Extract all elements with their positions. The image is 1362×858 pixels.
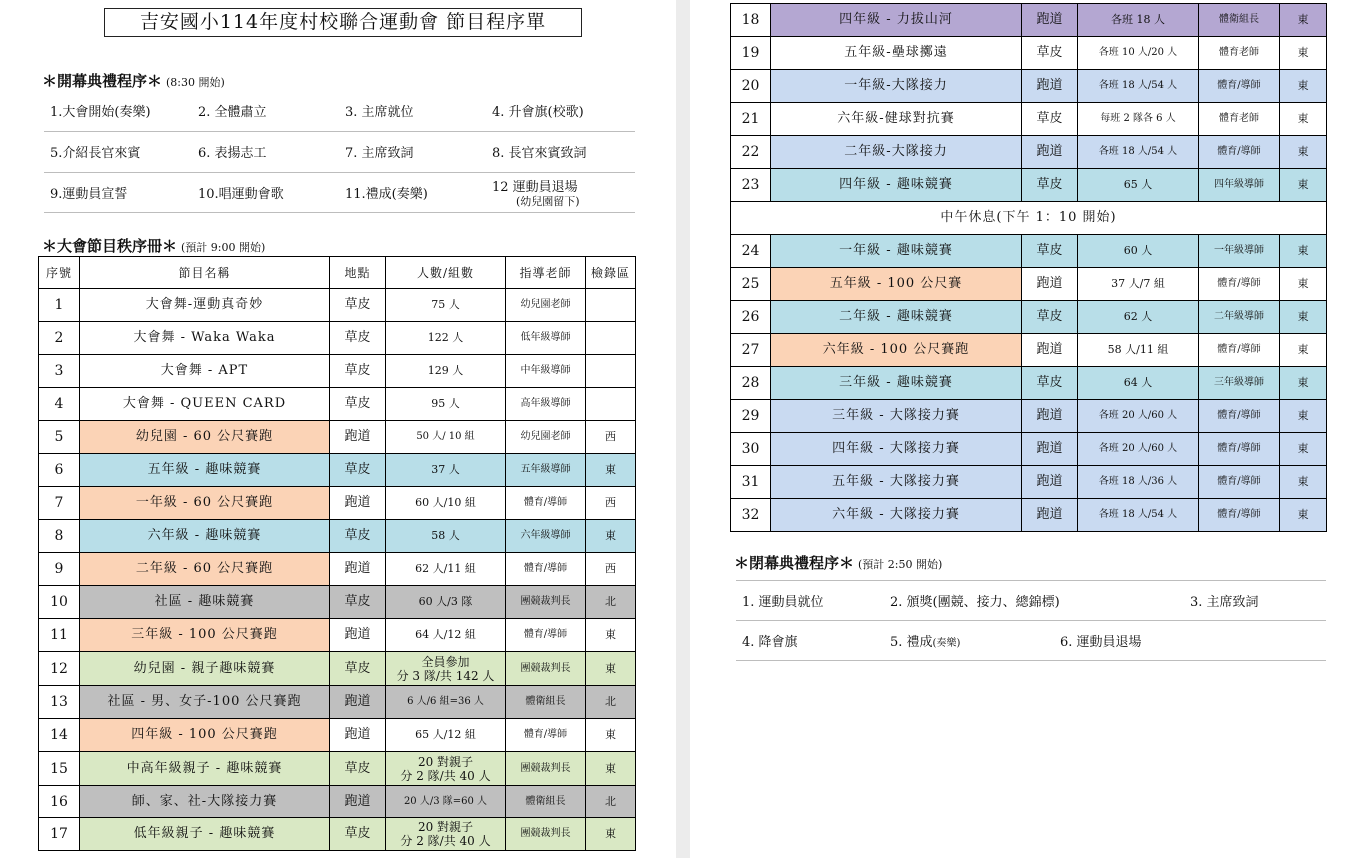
- program-row: [731, 70, 1327, 103]
- cell-count: 各班 18 人: [1078, 4, 1199, 37]
- closing-item-5-label: 5. 禮成: [890, 635, 933, 650]
- opening-item: 7. 主席致詞: [339, 131, 486, 172]
- cell-zone: 東: [1280, 103, 1327, 136]
- cell-zone: 東: [1280, 4, 1327, 37]
- cell-place: 草皮: [330, 818, 386, 851]
- cell-zone: 西: [586, 553, 636, 586]
- cell-seq: 6: [39, 454, 80, 487]
- cell-zone: 東: [1280, 235, 1327, 268]
- cell-teacher: 體育/導師: [1199, 70, 1280, 103]
- opening-item: 1.大會開始(奏樂): [44, 91, 192, 131]
- cell-count-line1: 20 對親子: [417, 820, 474, 834]
- cell-place: 跑道: [1022, 136, 1078, 169]
- cell-teacher: 體育/導師: [1199, 334, 1280, 367]
- cell-place: 草皮: [1022, 103, 1078, 136]
- cell-place: 草皮: [330, 289, 386, 322]
- closing-time-note: (預計 2:50 開始): [858, 558, 943, 571]
- cell-zone: 東: [1280, 70, 1327, 103]
- opening-item: 3. 主席就位: [339, 91, 486, 131]
- program-row: [731, 433, 1327, 466]
- cell-seq: 8: [39, 520, 80, 553]
- cell-teacher: 體育/導師: [1199, 433, 1280, 466]
- opening-heading-text: ＊開幕典禮程序＊: [42, 72, 163, 90]
- cell-teacher: 體衛組長: [506, 686, 586, 719]
- cell-seq: 7: [39, 487, 80, 520]
- cell-name: 四年級 - 100 公尺賽跑: [80, 719, 330, 752]
- cell-teacher: 一年級導師: [1199, 235, 1280, 268]
- cell-name: 師、家、社-大隊接力賽: [80, 786, 330, 818]
- cell-count: 50 人/ 10 組: [386, 421, 506, 454]
- cell-zone: 東: [586, 752, 636, 786]
- program-row: [731, 4, 1327, 37]
- program-heading-text: ＊大會節目秩序冊＊: [42, 237, 178, 255]
- cell-zone: [586, 388, 636, 421]
- opening-row: [44, 91, 635, 131]
- closing-item: 2. 頒獎(團競、接力、總錦標): [890, 595, 1060, 610]
- program-row: [731, 103, 1327, 136]
- opening-item: 4. 升會旗(校歌): [486, 91, 635, 131]
- cell-zone: 東: [586, 454, 636, 487]
- program-row: [39, 553, 636, 586]
- cell-teacher: 三年級導師: [1199, 367, 1280, 400]
- cell-teacher: 團競裁判長: [506, 752, 586, 786]
- cell-teacher: 體育/導師: [1199, 400, 1280, 433]
- cell-count: 95 人: [386, 388, 506, 421]
- cell-place: 草皮: [330, 355, 386, 388]
- cell-count-line2: 分 2 隊/共 40 人: [400, 834, 491, 848]
- cell-place: 草皮: [1022, 235, 1078, 268]
- opening-item: 2. 全體肅立: [192, 91, 339, 131]
- cell-seq: 21: [731, 103, 771, 136]
- cell-seq: 2: [39, 322, 80, 355]
- cell-zone: 西: [586, 421, 636, 454]
- cell-place: 草皮: [1022, 367, 1078, 400]
- cell-name: 一年級-大隊接力: [771, 70, 1022, 103]
- program-row: [731, 367, 1327, 400]
- cell-count-line2: 分 2 隊/共 40 人: [400, 768, 491, 783]
- opening-item: 6. 表揚志工: [192, 131, 339, 172]
- cell-zone: 東: [586, 652, 636, 686]
- closing-heading: [734, 552, 942, 573]
- cell-count: 37 人: [386, 454, 506, 487]
- program-row: [731, 37, 1327, 70]
- cell-name: 幼兒園 - 親子趣味競賽: [80, 652, 330, 686]
- cell-count: 64 人/12 組: [386, 619, 506, 652]
- cell-name: 三年級 - 趣味競賽: [771, 367, 1022, 400]
- cell-seq: 24: [731, 235, 771, 268]
- cell-place: 跑道: [1022, 268, 1078, 301]
- program-row: [39, 686, 636, 719]
- cell-count: 65 人: [1078, 169, 1199, 202]
- closing-item: 3. 主席致詞: [1190, 595, 1259, 610]
- closing-item: 4. 降會旗: [736, 621, 884, 661]
- program-row: [731, 169, 1327, 202]
- cell-teacher: 體育/導師: [506, 719, 586, 752]
- cell-place: 跑道: [330, 619, 386, 652]
- cell-place: 草皮: [330, 322, 386, 355]
- cell-seq: 4: [39, 388, 80, 421]
- cell-count: 6 人/6 組=36 人: [386, 686, 506, 719]
- program-row: [39, 586, 636, 619]
- cell-seq: 17: [39, 818, 80, 851]
- cell-zone: [586, 322, 636, 355]
- program-row: [39, 487, 636, 520]
- cell-place: 草皮: [1022, 301, 1078, 334]
- header-name: 節目名稱: [80, 257, 330, 289]
- cell-zone: 東: [586, 520, 636, 553]
- cell-count: 65 人/12 組: [386, 719, 506, 752]
- cell-name: 五年級 - 大隊接力賽: [771, 466, 1022, 499]
- cell-seq: 1: [39, 289, 80, 322]
- cell-zone: 北: [586, 586, 636, 619]
- cell-seq: 5: [39, 421, 80, 454]
- closing-item: 6. 運動員退場: [1054, 621, 1326, 661]
- cell-name: 五年級 - 100 公尺賽: [771, 268, 1022, 301]
- opening-time-note: (8:30 開始): [166, 76, 225, 89]
- cell-name: 二年級 - 60 公尺賽跑: [80, 553, 330, 586]
- cell-name: 三年級 - 100 公尺賽跑: [80, 619, 330, 652]
- cell-name: 六年級-健球對抗賽: [771, 103, 1022, 136]
- program-row: [39, 322, 636, 355]
- cell-seq: 25: [731, 268, 771, 301]
- opening-item-12: [486, 172, 635, 212]
- lunch-break-cell: 中午休息(下午 1：10 開始): [731, 202, 1327, 235]
- cell-place: 跑道: [1022, 466, 1078, 499]
- cell-teacher: 團競裁判長: [506, 652, 586, 686]
- cell-place: 草皮: [330, 752, 386, 786]
- program-row: [731, 235, 1327, 268]
- cell-teacher: 體育/導師: [1199, 466, 1280, 499]
- cell-zone: 東: [1280, 466, 1327, 499]
- closing-row: [736, 581, 1326, 621]
- cell-place: 草皮: [330, 388, 386, 421]
- program-table-right-body: [731, 4, 1327, 532]
- closing-item-5: [884, 621, 1054, 661]
- cell-place: 跑道: [330, 421, 386, 454]
- opening-item-12-label: 12 運動員退場: [492, 180, 578, 195]
- cell-seq: 23: [731, 169, 771, 202]
- program-row: [39, 719, 636, 752]
- cell-place: 草皮: [1022, 169, 1078, 202]
- cell-name: 六年級 - 100 公尺賽跑: [771, 334, 1022, 367]
- opening-row: [44, 131, 635, 172]
- cell-zone: 東: [586, 818, 636, 851]
- cell-teacher: 低年級導師: [506, 322, 586, 355]
- cell-count: 各班 20 人/60 人: [1078, 400, 1199, 433]
- program-header-row: [39, 257, 636, 289]
- cell-place: 跑道: [1022, 4, 1078, 37]
- cell-count: 62 人: [1078, 301, 1199, 334]
- cell-teacher: 體育老師: [1199, 103, 1280, 136]
- opening-item: 9.運動員宣誓: [44, 172, 192, 212]
- cell-zone: 東: [1280, 301, 1327, 334]
- cell-count: 各班 18 人/54 人: [1078, 70, 1199, 103]
- cell-count: 122 人: [386, 322, 506, 355]
- cell-count: 各班 20 人/60 人: [1078, 433, 1199, 466]
- cell-zone: 北: [586, 786, 636, 818]
- closing-item-pair: [884, 581, 1326, 621]
- opening-item-12-note: (幼兒園留下): [516, 195, 580, 208]
- cell-name: 大會舞 - Waka Waka: [80, 322, 330, 355]
- cell-seq: 29: [731, 400, 771, 433]
- cell-seq: 12: [39, 652, 80, 686]
- cell-zone: 東: [1280, 37, 1327, 70]
- cell-name: 社區 - 男、女子-100 公尺賽跑: [80, 686, 330, 719]
- cell-teacher: 團競裁判長: [506, 818, 586, 851]
- cell-seq: 28: [731, 367, 771, 400]
- program-row: [39, 289, 636, 322]
- cell-seq: 30: [731, 433, 771, 466]
- cell-name: 一年級 - 趣味競賽: [771, 235, 1022, 268]
- cell-name: 低年級親子 - 趣味競賽: [80, 818, 330, 851]
- cell-teacher: 體育/導師: [506, 487, 586, 520]
- cell-count: [386, 818, 506, 851]
- document-title: 吉安國小114年度村校聯合運動會 節目程序單: [104, 8, 582, 37]
- cell-place: 跑道: [330, 686, 386, 719]
- program-row: [39, 652, 636, 686]
- cell-count: [386, 752, 506, 786]
- cell-seq: 9: [39, 553, 80, 586]
- opening-item: 5.介紹長官來賓: [44, 131, 192, 172]
- cell-count: 各班 18 人/54 人: [1078, 136, 1199, 169]
- page-right: [690, 0, 1362, 858]
- cell-count: 每班 2 隊各 6 人: [1078, 103, 1199, 136]
- program-row: [731, 466, 1327, 499]
- header-seq: 序號: [39, 257, 80, 289]
- cell-place: 跑道: [1022, 499, 1078, 532]
- cell-count-line1: 全員參加: [421, 654, 470, 669]
- cell-name: 四年級 - 趣味競賽: [771, 169, 1022, 202]
- cell-teacher: 體衛組長: [1199, 4, 1280, 37]
- cell-seq: 13: [39, 686, 80, 719]
- program-table-left: [38, 256, 636, 851]
- cell-zone: 東: [586, 619, 636, 652]
- cell-name: 大會舞-運動真奇妙: [80, 289, 330, 322]
- program-row: [731, 136, 1327, 169]
- cell-count: 20 人/3 隊=60 人: [386, 786, 506, 818]
- cell-name: 六年級 - 趣味競賽: [80, 520, 330, 553]
- cell-place: 草皮: [330, 520, 386, 553]
- cell-count: 60 人/10 組: [386, 487, 506, 520]
- program-table-right: [730, 3, 1327, 532]
- cell-teacher: 體育/導師: [1199, 499, 1280, 532]
- cell-zone: 東: [1280, 433, 1327, 466]
- cell-teacher: 體育/導師: [1199, 268, 1280, 301]
- program-row: [39, 619, 636, 652]
- cell-teacher: 六年級導師: [506, 520, 586, 553]
- cell-name: 大會舞 - QUEEN CARD: [80, 388, 330, 421]
- cell-name: 五年級 - 趣味競賽: [80, 454, 330, 487]
- cell-seq: 11: [39, 619, 80, 652]
- opening-ceremony-list: [44, 91, 635, 213]
- closing-row: [736, 621, 1326, 661]
- opening-item: 10.唱運動會歌: [192, 172, 339, 212]
- cell-teacher: 幼兒園老師: [506, 289, 586, 322]
- cell-zone: [586, 355, 636, 388]
- program-row: [39, 355, 636, 388]
- cell-count: 58 人/11 組: [1078, 334, 1199, 367]
- cell-seq: 10: [39, 586, 80, 619]
- cell-count: 62 人/11 組: [386, 553, 506, 586]
- cell-seq: 15: [39, 752, 80, 786]
- cell-place: 跑道: [1022, 400, 1078, 433]
- cell-seq: 26: [731, 301, 771, 334]
- opening-item: 8. 長官來賓致詞: [486, 131, 635, 172]
- program-time-note: (預計 9:00 開始): [181, 241, 266, 254]
- cell-name: 社區 - 趣味競賽: [80, 586, 330, 619]
- cell-zone: 東: [1280, 169, 1327, 202]
- program-row: [39, 388, 636, 421]
- closing-heading-text: ＊閉幕典禮程序＊: [734, 554, 855, 572]
- opening-row: [44, 172, 635, 212]
- cell-count: 75 人: [386, 289, 506, 322]
- cell-name: 大會舞 - APT: [80, 355, 330, 388]
- cell-teacher: 幼兒園老師: [506, 421, 586, 454]
- header-zone: 檢錄區: [586, 257, 636, 289]
- cell-name: 四年級 - 大隊接力賽: [771, 433, 1022, 466]
- cell-zone: 東: [1280, 400, 1327, 433]
- cell-teacher: 高年級導師: [506, 388, 586, 421]
- cell-zone: 東: [1280, 136, 1327, 169]
- cell-teacher: 團競裁判長: [506, 586, 586, 619]
- cell-seq: 31: [731, 466, 771, 499]
- cell-seq: 16: [39, 786, 80, 818]
- program-row: [39, 454, 636, 487]
- cell-teacher: 二年級導師: [1199, 301, 1280, 334]
- program-heading: [42, 235, 265, 256]
- cell-count: 各班 10 人/20 人: [1078, 37, 1199, 70]
- header-teacher: 指導老師: [506, 257, 586, 289]
- cell-seq: 3: [39, 355, 80, 388]
- cell-count: 60 人/3 隊: [386, 586, 506, 619]
- cell-count: 各班 18 人/54 人: [1078, 499, 1199, 532]
- lunch-break-row: [731, 202, 1327, 235]
- program-row: [731, 499, 1327, 532]
- program-row: [39, 752, 636, 786]
- closing-ceremony-list: [736, 580, 1326, 661]
- cell-seq: 19: [731, 37, 771, 70]
- opening-heading: [42, 70, 225, 91]
- cell-name: 四年級 - 力拔山河: [771, 4, 1022, 37]
- cell-name: 一年級 - 60 公尺賽跑: [80, 487, 330, 520]
- cell-count-line1: 20 對親子: [417, 754, 474, 769]
- cell-zone: 東: [1280, 499, 1327, 532]
- cell-teacher: 四年級導師: [1199, 169, 1280, 202]
- cell-teacher: 體育/導師: [506, 619, 586, 652]
- cell-seq: 32: [731, 499, 771, 532]
- program-row: [731, 334, 1327, 367]
- cell-zone: 東: [1280, 268, 1327, 301]
- cell-count: 各班 18 人/36 人: [1078, 466, 1199, 499]
- page-left: [0, 0, 676, 858]
- cell-place: 跑道: [330, 487, 386, 520]
- cell-count: 129 人: [386, 355, 506, 388]
- cell-count: 60 人: [1078, 235, 1199, 268]
- cell-teacher: 體育老師: [1199, 37, 1280, 70]
- cell-zone: 西: [586, 487, 636, 520]
- cell-count: 64 人: [1078, 367, 1199, 400]
- cell-count: 58 人: [386, 520, 506, 553]
- program-row: [39, 421, 636, 454]
- program-row: [731, 400, 1327, 433]
- cell-seq: 20: [731, 70, 771, 103]
- program-row: [39, 520, 636, 553]
- cell-name: 幼兒園 - 60 公尺賽跑: [80, 421, 330, 454]
- cell-count-line2: 分 3 隊/共 142 人: [396, 668, 495, 683]
- cell-teacher: 中年級導師: [506, 355, 586, 388]
- cell-zone: 東: [586, 719, 636, 752]
- cell-name: 中高年級親子 - 趣味競賽: [80, 752, 330, 786]
- cell-seq: 27: [731, 334, 771, 367]
- cell-seq: 22: [731, 136, 771, 169]
- cell-zone: 東: [1280, 334, 1327, 367]
- cell-name: 五年級-壘球擲遠: [771, 37, 1022, 70]
- program-row: [731, 268, 1327, 301]
- cell-seq: 18: [731, 4, 771, 37]
- program-row: [731, 301, 1327, 334]
- cell-teacher: 體育/導師: [1199, 136, 1280, 169]
- cell-place: 草皮: [1022, 37, 1078, 70]
- cell-place: 跑道: [330, 719, 386, 752]
- program-row: [39, 818, 636, 851]
- program-table-left-body: [39, 289, 636, 851]
- cell-seq: 14: [39, 719, 80, 752]
- header-place: 地點: [330, 257, 386, 289]
- cell-zone: 北: [586, 686, 636, 719]
- cell-teacher: 體育/導師: [506, 553, 586, 586]
- opening-item: 11.禮成(奏樂): [339, 172, 486, 212]
- cell-zone: [586, 289, 636, 322]
- cell-name: 二年級-大隊接力: [771, 136, 1022, 169]
- cell-name: 二年級 - 趣味競賽: [771, 301, 1022, 334]
- cell-place: 跑道: [1022, 334, 1078, 367]
- cell-place: 跑道: [1022, 70, 1078, 103]
- cell-place: 跑道: [330, 553, 386, 586]
- closing-item: 1. 運動員就位: [736, 581, 884, 621]
- closing-item-5-note: (奏樂): [932, 638, 961, 649]
- cell-zone: 東: [1280, 367, 1327, 400]
- cell-name: 六年級 - 大隊接力賽: [771, 499, 1022, 532]
- page-gutter: [676, 0, 690, 858]
- cell-place: 草皮: [330, 454, 386, 487]
- cell-count: [386, 652, 506, 686]
- cell-place: 草皮: [330, 586, 386, 619]
- cell-name: 三年級 - 大隊接力賽: [771, 400, 1022, 433]
- cell-place: 跑道: [330, 786, 386, 818]
- cell-teacher: 體衛組長: [506, 786, 586, 818]
- header-count: 人數/組數: [386, 257, 506, 289]
- cell-place: 跑道: [1022, 433, 1078, 466]
- cell-teacher: 五年級導師: [506, 454, 586, 487]
- cell-count: 37 人/7 組: [1078, 268, 1199, 301]
- cell-place: 草皮: [330, 652, 386, 686]
- program-row: [39, 786, 636, 818]
